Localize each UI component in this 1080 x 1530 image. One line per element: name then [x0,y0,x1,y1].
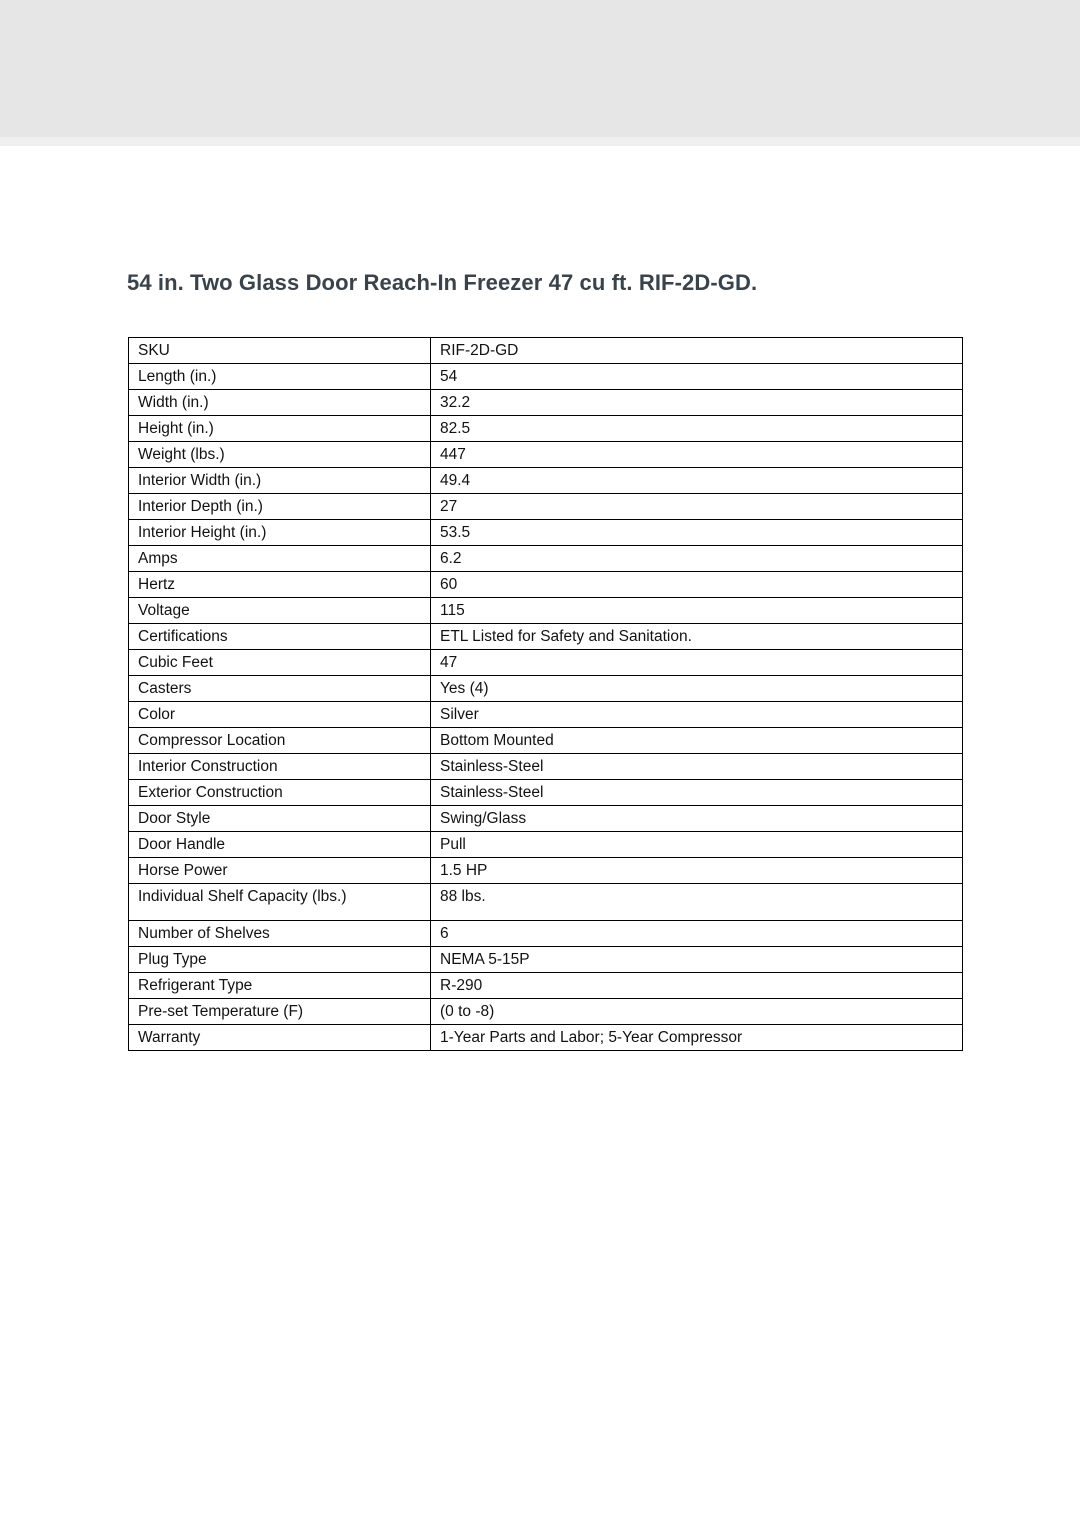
spec-value-cell: R-290 [431,973,963,999]
table-row [129,442,963,468]
page-title: 54 in. Two Glass Door Reach-In Freezer 47 cu ft. RIF-2D-GD. [127,270,758,295]
table-row [129,572,963,598]
spec-value-cell: 60 [431,572,963,598]
spec-value-cell: 115 [431,598,963,624]
spec-value-cell: 88 lbs. [431,884,963,921]
table-row [129,546,963,572]
spec-label-cell: SKU [129,338,431,364]
spec-value-cell: 6 [431,921,963,947]
spec-label-cell: Number of Shelves [129,921,431,947]
table-row [129,676,963,702]
spec-table [128,337,963,1051]
spec-value-cell: 47 [431,650,963,676]
table-row [129,468,963,494]
table-row [129,702,963,728]
table-row [129,780,963,806]
spec-value-cell: 53.5 [431,520,963,546]
spec-label-cell: Plug Type [129,947,431,973]
spec-label-cell: Exterior Construction [129,780,431,806]
spec-value-cell: 32.2 [431,390,963,416]
spec-value-cell: Swing/Glass [431,806,963,832]
spec-label-cell: Refrigerant Type [129,973,431,999]
spec-value-cell: (0 to -8) [431,999,963,1025]
spec-value-cell: 447 [431,442,963,468]
header-band [0,0,1080,137]
spec-value-cell: Yes (4) [431,676,963,702]
spec-label-cell: Color [129,702,431,728]
spec-label-cell: Height (in.) [129,416,431,442]
spec-label-cell: Length (in.) [129,364,431,390]
spec-label-cell: Door Style [129,806,431,832]
spec-label-cell: Warranty [129,1025,431,1051]
spec-label-cell: Width (in.) [129,390,431,416]
spec-label-cell: Interior Height (in.) [129,520,431,546]
spec-value-cell: 49.4 [431,468,963,494]
spec-label-cell: Amps [129,546,431,572]
spec-value-cell: 1-Year Parts and Labor; 5-Year Compressor [431,1025,963,1051]
spec-value-cell: Bottom Mounted [431,728,963,754]
table-row [129,364,963,390]
spec-label-cell: Pre-set Temperature (F) [129,999,431,1025]
table-row [129,494,963,520]
header-band-divider [0,137,1080,146]
spec-label-cell: Voltage [129,598,431,624]
spec-value-cell: RIF-2D-GD [431,338,963,364]
spec-label-cell: Individual Shelf Capacity (lbs.) [129,884,431,921]
spec-value-cell: 27 [431,494,963,520]
spec-label-cell: Casters [129,676,431,702]
spec-value-cell: 1.5 HP [431,858,963,884]
spec-value-cell: Silver [431,702,963,728]
spec-label-cell: Hertz [129,572,431,598]
table-row [129,728,963,754]
table-row [129,416,963,442]
spec-value-cell: 82.5 [431,416,963,442]
spec-value-cell: 6.2 [431,546,963,572]
spec-value-cell: Stainless-Steel [431,754,963,780]
spec-label-cell: Compressor Location [129,728,431,754]
table-row [129,650,963,676]
table-row [129,832,963,858]
spec-label-cell: Certifications [129,624,431,650]
spec-value-cell: Stainless-Steel [431,780,963,806]
table-row [129,921,963,947]
table-row [129,598,963,624]
table-row [129,754,963,780]
table-row [129,390,963,416]
table-row [129,338,963,364]
spec-label-cell: Interior Depth (in.) [129,494,431,520]
table-row [129,999,963,1025]
spec-value-cell: Pull [431,832,963,858]
table-row [129,806,963,832]
spec-label-cell: Door Handle [129,832,431,858]
spec-value-cell: 54 [431,364,963,390]
table-row [129,1025,963,1051]
spec-label-cell: Horse Power [129,858,431,884]
spec-value-cell: NEMA 5-15P [431,947,963,973]
spec-label-cell: Cubic Feet [129,650,431,676]
table-row [129,884,963,921]
spec-label-cell: Weight (lbs.) [129,442,431,468]
table-row [129,858,963,884]
table-row [129,624,963,650]
spec-label-cell: Interior Construction [129,754,431,780]
spec-value-cell: ETL Listed for Safety and Sanitation. [431,624,963,650]
table-row [129,973,963,999]
spec-label-cell: Interior Width (in.) [129,468,431,494]
table-row [129,947,963,973]
table-row [129,520,963,546]
